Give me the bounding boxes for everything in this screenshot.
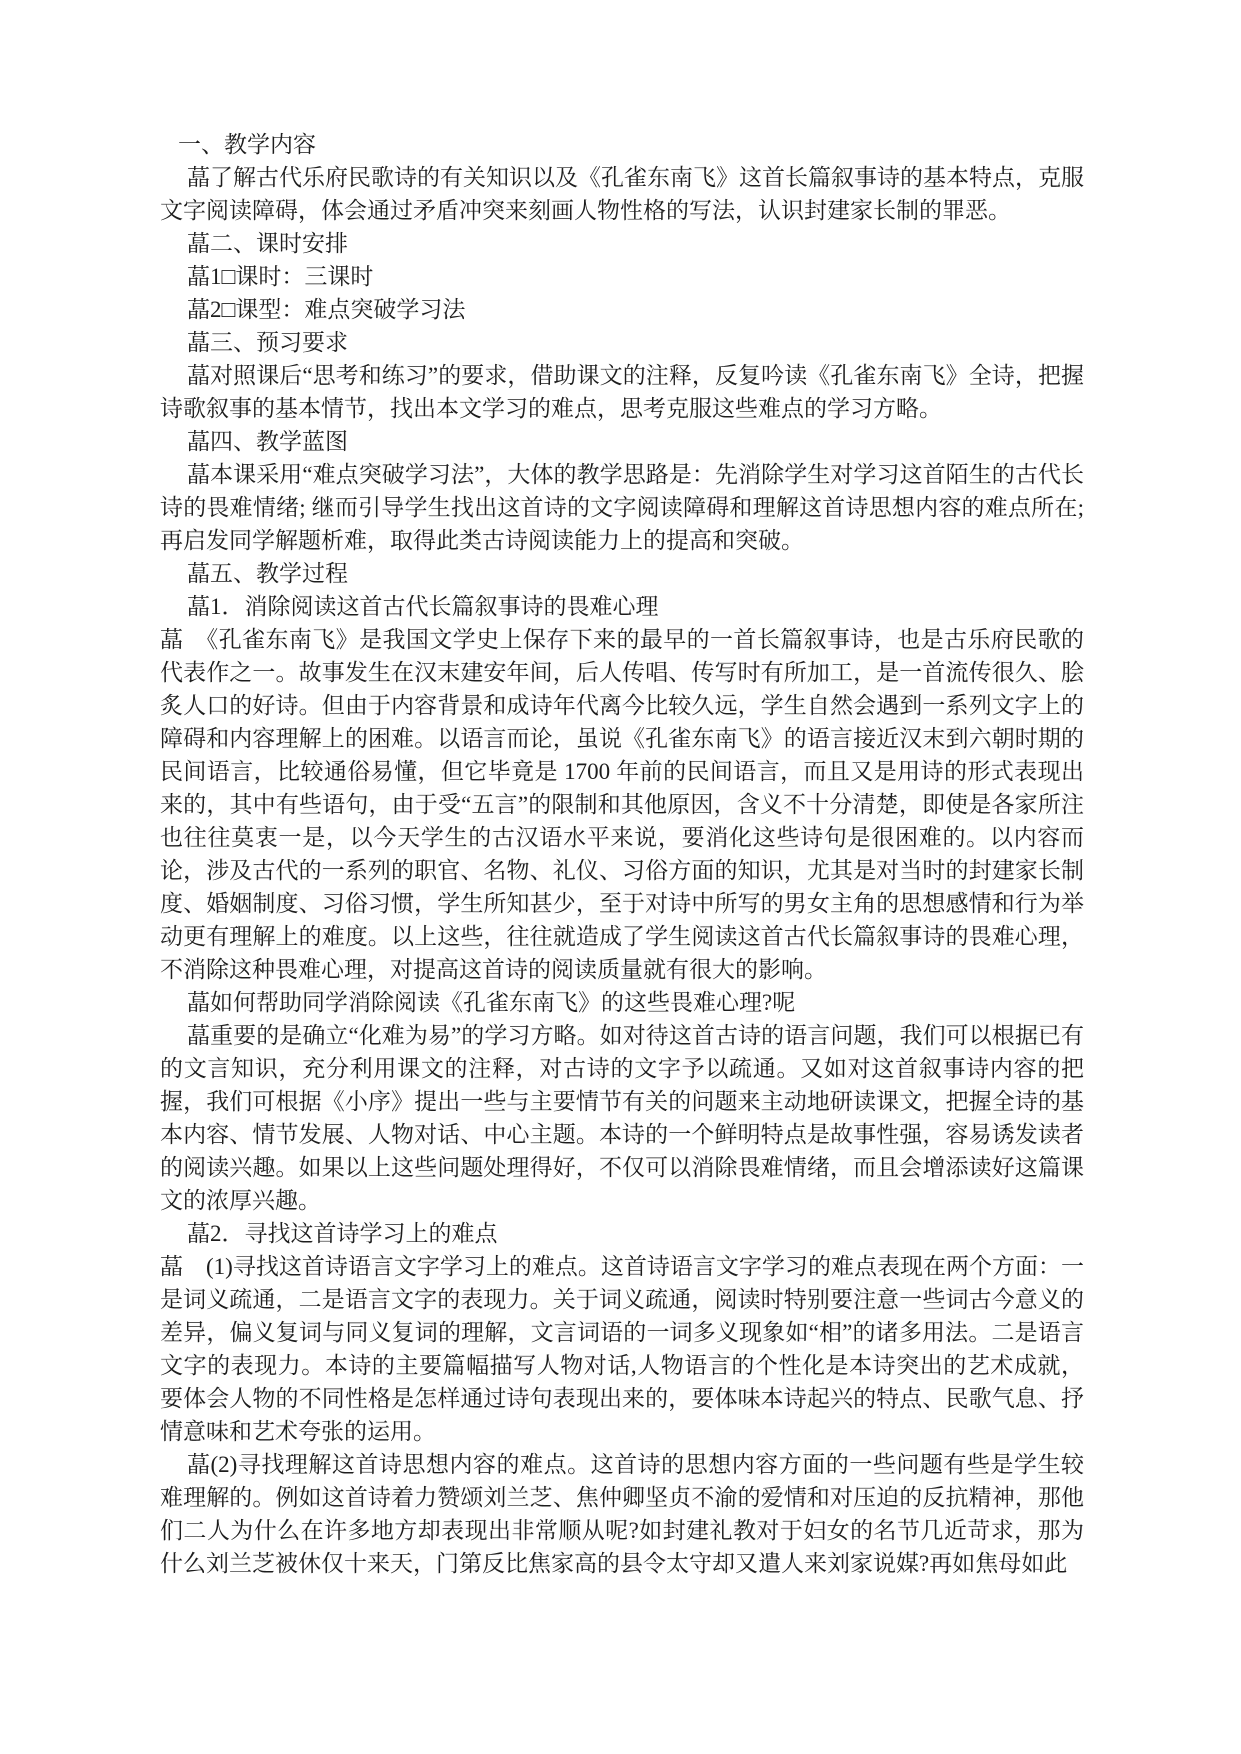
- class-hours-line: 蕌1□课时：三课时: [187, 264, 374, 289]
- step-1-body: 蕌 《孔雀东南飞》是我国文学史上保存下来的最早的一首长篇叙事诗，也是古乐府民歌的代表作之一。故事发生在汉末建安年间，后人传唱、传写时有所加工，是一首流传很久、脍炙人口的好诗。但由于内容背景和成诗年代离今比较久远，学生自然会遇到一系列文字上的障碍和内容理解上的困难。以语言而论，虽说《孔雀东南飞》的语言接近汉末到六朝时期的民间语言，比较通俗易懂，但它毕竟是 1700 年前的民间语言，而且又是用诗的形式表现出来的，其中有些语句，由于受“五言”的限制和其他原因，含义不十分清楚，即使是各家所注也往往莫衷一是，以今天学生的古汉语水平来说，要消化这些诗句是很困难的。以内容而论，涉及古代的一系列的职官、名物、礼仪、习俗方面的知识，尤其是对当时的封建家长制度、婚姻制度、习俗习惯，学生所知甚少，至于对诗中所写的男女主角的思想感情和行为举动更有理解上的难度。以上这些，往往就造成了学生阅读这首古代长篇叙事诗的畏难心理，不消除这种畏难心理，对提高这首诗的阅读质量就有很大的影响。: [160, 627, 1084, 982]
- section-3-heading: 蕌三、预习要求: [187, 330, 348, 355]
- class-type-line: 蕌2□课型：难点突破学习法: [187, 297, 466, 322]
- text-column: [160, 128, 1084, 1580]
- section-1-body: 蕌了解古代乐府民歌诗的有关知识以及《孔雀东南飞》这首长篇叙事诗的基本特点，克服文字阅读障碍，体会通过矛盾冲突来刻画人物性格的写法，认识封建家长制的罪恶。: [160, 165, 1084, 223]
- section-4-heading: 蕌四、教学蓝图: [187, 429, 348, 454]
- section-2-heading: 蕌二、课时安排: [187, 231, 348, 256]
- section-5-heading: 蕌五、教学过程: [187, 561, 348, 586]
- section-1-heading: 一、教学内容: [178, 132, 316, 157]
- step-2-point-1: 蕌 (1)寻找这首诗语言文字学习上的难点。这首诗语言文字学习的难点表现在两个方面：一是词义疏通，二是语言文字的表现力。关于词义疏通，阅读时特别要注意一些词古今意义的差异，偏义复词与同义复词的理解，文言词语的一词多义现象如“相”的诸多用法。二是语言文字的表现力。本诗的主要篇幅描写人物对话,人物语言的个性化是本诗突出的艺术成就，要体会人物的不同性格是怎样通过诗句表现出来的，要体味本诗起兴的特点、民歌气息、抒情意味和艺术夸张的运用。: [160, 1254, 1084, 1444]
- step-2-point-2: 蕌(2)寻找理解这首诗思想内容的难点。这首诗的思想内容方面的一些问题有些是学生较难理解的。例如这首诗着力赞颂刘兰芝、焦仲卿坚贞不渝的爱情和对压迫的反抗精神，那他们二人为什么在许多地方却表现出非常顺从呢?如封建礼教对于妇女的名节几近苛求，那为什么刘兰芝被休仅十来天，门第反比焦家高的县令太守却又遣人来刘家说媒?再如焦母如此: [160, 1452, 1084, 1576]
- section-3-body: 蕌对照课后“思考和练习”的要求，借助课文的注释，反复吟读《孔雀东南飞》全诗，把握诗歌叙事的基本情节，找出本文学习的难点，思考克服这些难点的学习方略。: [160, 363, 1084, 421]
- step-1-heading: 蕌1．消除阅读这首古代长篇叙事诗的畏难心理: [187, 594, 659, 619]
- step-1-strategy: 蕌重要的是确立“化难为易”的学习方略。如对待这首古诗的语言问题，我们可以根据已有的文言知识，充分利用课文的注释，对古诗的文字予以疏通。又如对这首叙事诗内容的把握，我们可根据《小序》提出一些与主要情节有关的问题来主动地研读课文，把握全诗的基本内容、情节发展、人物对话、中心主题。本诗的一个鲜明特点是故事性强，容易诱发读者的阅读兴趣。如果以上这些问题处理得好，不仅可以消除畏难情绪，而且会增添读好这篇课文的浓厚兴趣。: [160, 1023, 1084, 1213]
- section-4-body: 蕌本课采用“难点突破学习法”，大体的教学思路是：先消除学生对学习这首陌生的古代长诗的畏难情绪; 继而引导学生找出这首诗的文字阅读障碍和理解这首诗思想内容的难点所在; 再启发同学解题析难，取得此类古诗阅读能力上的提高和突破。: [160, 462, 1084, 553]
- step-1-question: 蕌如何帮助同学消除阅读《孔雀东南飞》的这些畏难心理?呢: [187, 990, 796, 1015]
- step-2-heading: 蕌2．寻找这首诗学习上的难点: [187, 1221, 498, 1246]
